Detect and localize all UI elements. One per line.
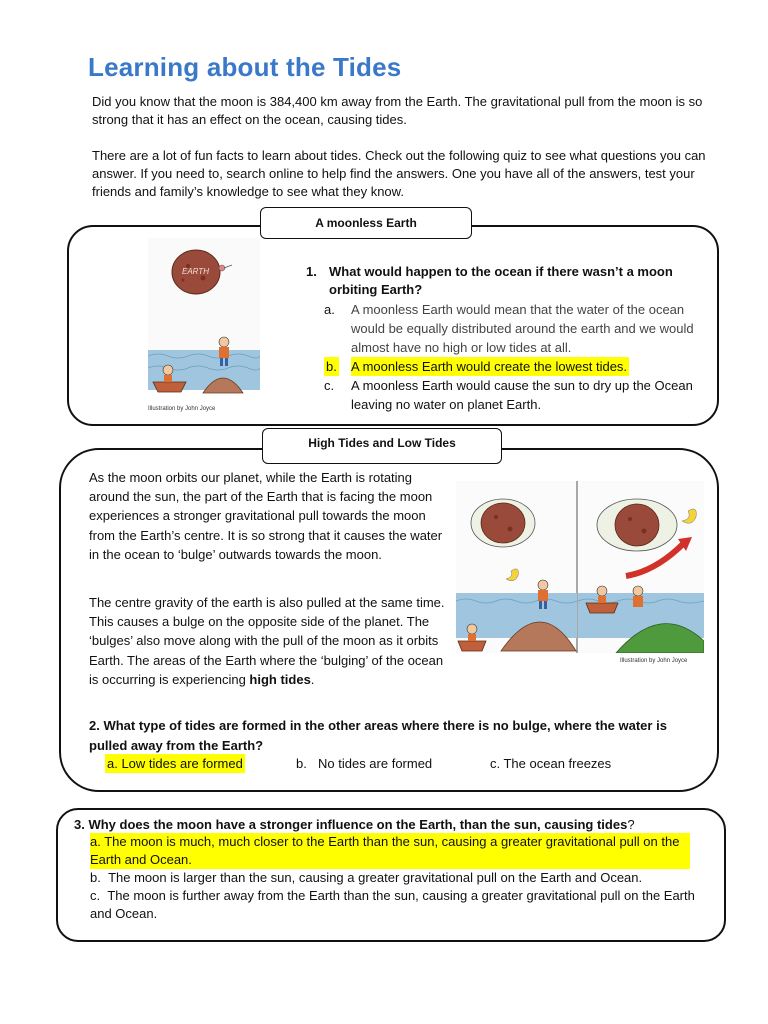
q3-option-b-letter: b. [90, 870, 101, 885]
section2-paragraph-1: As the moon orbits our planet, while the Earth is rotating around the sun, the part of the Earth that is facing the moon experiences a stronger gravitational pull towards the moon from the Earth’s centre. It is so strong that it causes the water in the ocean to ‘bulge’ outwards towards the moon. [89, 470, 443, 562]
intro-paragraph-2: There are a lot of fun facts to learn about tides. Check out the following quiz to see what questions you can answer. If you need to, search online to help find the answers. One you have all of the answers, test your friends and family’s knowledge to see what they know. [92, 148, 706, 199]
question2-text: 2. What type of tides are formed in the other areas where there is no bulge, where the water is pulled away from the Earth? [89, 718, 667, 753]
q3-option-b[interactable] [90, 869, 702, 887]
q1-option-b-letter: b. [326, 359, 337, 374]
q1-option-b-text[interactable]: A moonless Earth would create the lowest tides. [351, 359, 628, 374]
question1-text: What would happen to the ocean if there wasn’t a moon orbiting Earth? [329, 264, 673, 297]
q3-option-c-letter: c. [90, 888, 101, 903]
question3-text: 3. Why does the moon have a stronger influence on the Earth, than the sun, causing tides? [74, 817, 635, 832]
q2-option-b-letter: b. [296, 756, 307, 771]
q1-option-a-letter: a. [324, 302, 335, 317]
q3-option-b-text: The moon is larger than the sun, causing a greater gravitational pull on the Earth and Ocean. [108, 870, 643, 885]
earth-label-logo: EARTH [182, 267, 209, 276]
section1-tab: A moonless Earth [260, 207, 472, 239]
question1-number: 1. [306, 264, 317, 279]
page-title: Learning about the Tides [88, 52, 402, 82]
section2-illustration [456, 481, 704, 653]
section2-tab: High Tides and Low Tides [262, 428, 502, 464]
q3-option-a-text: The moon is much, much closer to the Earth than the sun, causing a greater gravitational pull on the Earth and Ocean. [90, 834, 680, 867]
q1-option-c-letter: c. [324, 378, 335, 393]
section1-caption: Illustration by John Joyce [148, 406, 216, 412]
q1-option-a-text[interactable]: A moonless Earth would mean that the water of the ocean would be equally distributed around the earth and we would almost have no high or low tides at all. [351, 302, 694, 355]
q3-option-a[interactable] [90, 833, 702, 869]
q3-option-c[interactable] [90, 887, 702, 923]
q1-option-c-text[interactable]: A moonless Earth would cause the sun to dry up the Ocean leaving no water on planet Earth. [351, 378, 693, 412]
q2-option-a[interactable]: a. Low tides are formed [107, 756, 243, 771]
q3-option-a-letter: a. [90, 834, 101, 849]
section2-paragraph-2: The centre gravity of the earth is also pulled at the same time. This causes a bulge on the opposite side of the planet. The ‘bulges’ also move along with the pull of the moon as it orbits Earth. The areas of the Earth where the ‘bulging’ of the ocean is occurring is experiencing high tides. [89, 595, 445, 687]
intro-paragraph-1: Did you know that the moon is 384,400 km away from the Earth. The gravitational pull from the moon is so strong that it has an effect on the ocean, causing tides. [92, 94, 703, 127]
section2-caption: Illustration by John Joyce [620, 658, 688, 664]
section1-illustration [148, 238, 260, 416]
q2-option-b-text[interactable]: No tides are formed [318, 756, 433, 771]
q2-option-c[interactable]: c. The ocean freezes [490, 756, 612, 771]
q3-option-c-text: The moon is further away from the Earth than the sun, causing a greater gravitational pull on the Earth and Ocean. [90, 888, 695, 921]
